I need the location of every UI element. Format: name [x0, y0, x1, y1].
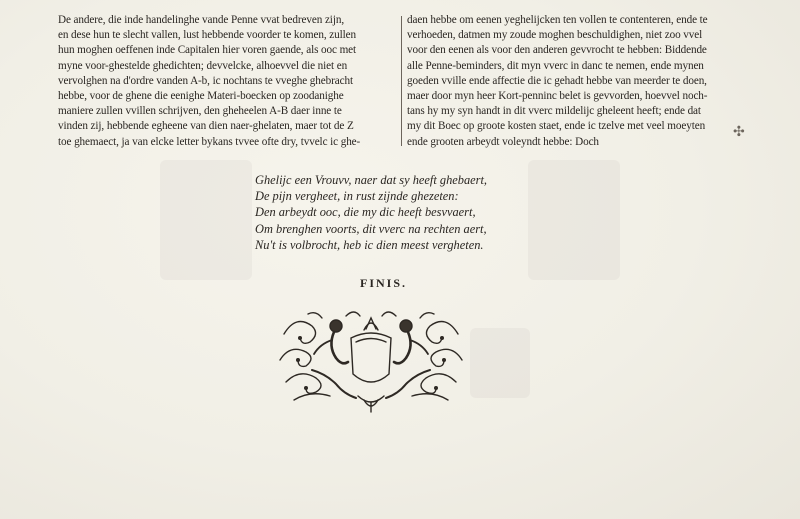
left-text-column	[58, 13, 396, 150]
poem-line: Nu't is volbrocht, heb ic dien meest vergheten.	[255, 237, 484, 252]
left-line: hun moghen oeffenen inde Capitalen hier voren gaende, als ooc met	[58, 44, 357, 57]
margin-mark-icon: ✣	[733, 124, 745, 140]
left-line: vervolghen na d'ordre vanden A-b, ic nochtans te vveghe ghebracht	[58, 74, 353, 87]
poem-line: Den arbeydt ooc, die my dic heeft besvvaert,	[255, 205, 476, 220]
poem-line: Ghelijc een Vrouvv, naer dat sy heeft ghebaert,	[255, 173, 488, 187]
poem	[255, 172, 487, 253]
left-line: myne voor-ghestelde ghedichten; devvelcke, alhoevvel die niet en	[58, 59, 348, 72]
right-line: maer door myn heer Kort-penninc belet is gevvorden, hoevvel noch-	[407, 90, 708, 103]
left-line: hebbe, voor de ghene die eenighe Materi-boecken op zoodanighe	[58, 90, 344, 103]
left-line: en dese hun te slecht vallen, lust hebbende voorder te komen, zullen	[58, 29, 356, 42]
left-line: vinden zij, hebbende egheene van dien naer-ghelaten, maer tot de Z	[58, 120, 354, 133]
right-line: my dit Boec op groote kosten staet, ende ic tzelve met veel moeyten	[407, 120, 706, 133]
column-divider	[401, 16, 402, 146]
show-through-bottom	[470, 328, 530, 398]
show-through-left	[160, 160, 252, 280]
right-line: voor den eenen als voor den anderen gevvrocht te hebben: Biddende	[407, 44, 707, 57]
right-line: tans hy my syn handt in dit vverc mildelijc gheleent heeft; ende dat	[407, 105, 701, 118]
left-line: maniere zullen vvillen schrijven, den gheheelen A-B daer inne te	[58, 105, 342, 118]
right-line: daen hebbe om eenen yeghelijcken ten vollen te contenteren, ende te	[407, 14, 708, 26]
left-line: De andere, die inde handelinghe vande Penne vvat bedreven zijn,	[58, 14, 345, 26]
right-line: ende grooten arbeydt voleyndt hebbe: Doch	[407, 135, 599, 148]
left-line: toe ghemaect, ja van elcke letter bykans tvvee ofte dry, tvvelc ic ghe-	[58, 135, 361, 148]
show-through-right	[528, 160, 620, 280]
poem-line: De pijn vergheet, in rust zijnde ghezeten:	[255, 189, 459, 204]
right-line: alle Penne-beminders, dit myn vverc in danc te nemen, ende mynen	[407, 59, 704, 72]
right-line: goeden vville ende affectie die ic gehadt hebbe van meerder te doen,	[407, 74, 707, 87]
finis-heading: FINIS.	[360, 276, 408, 290]
right-line: verhoeden, datmen my zoude moghen beschuldighen, niet zoo vvel	[407, 29, 703, 42]
poem-line: Om brenghen voorts, dit vverc na rechten aert,	[255, 221, 487, 236]
ornament-vignette-icon	[276, 304, 466, 414]
right-text-column	[407, 13, 747, 150]
